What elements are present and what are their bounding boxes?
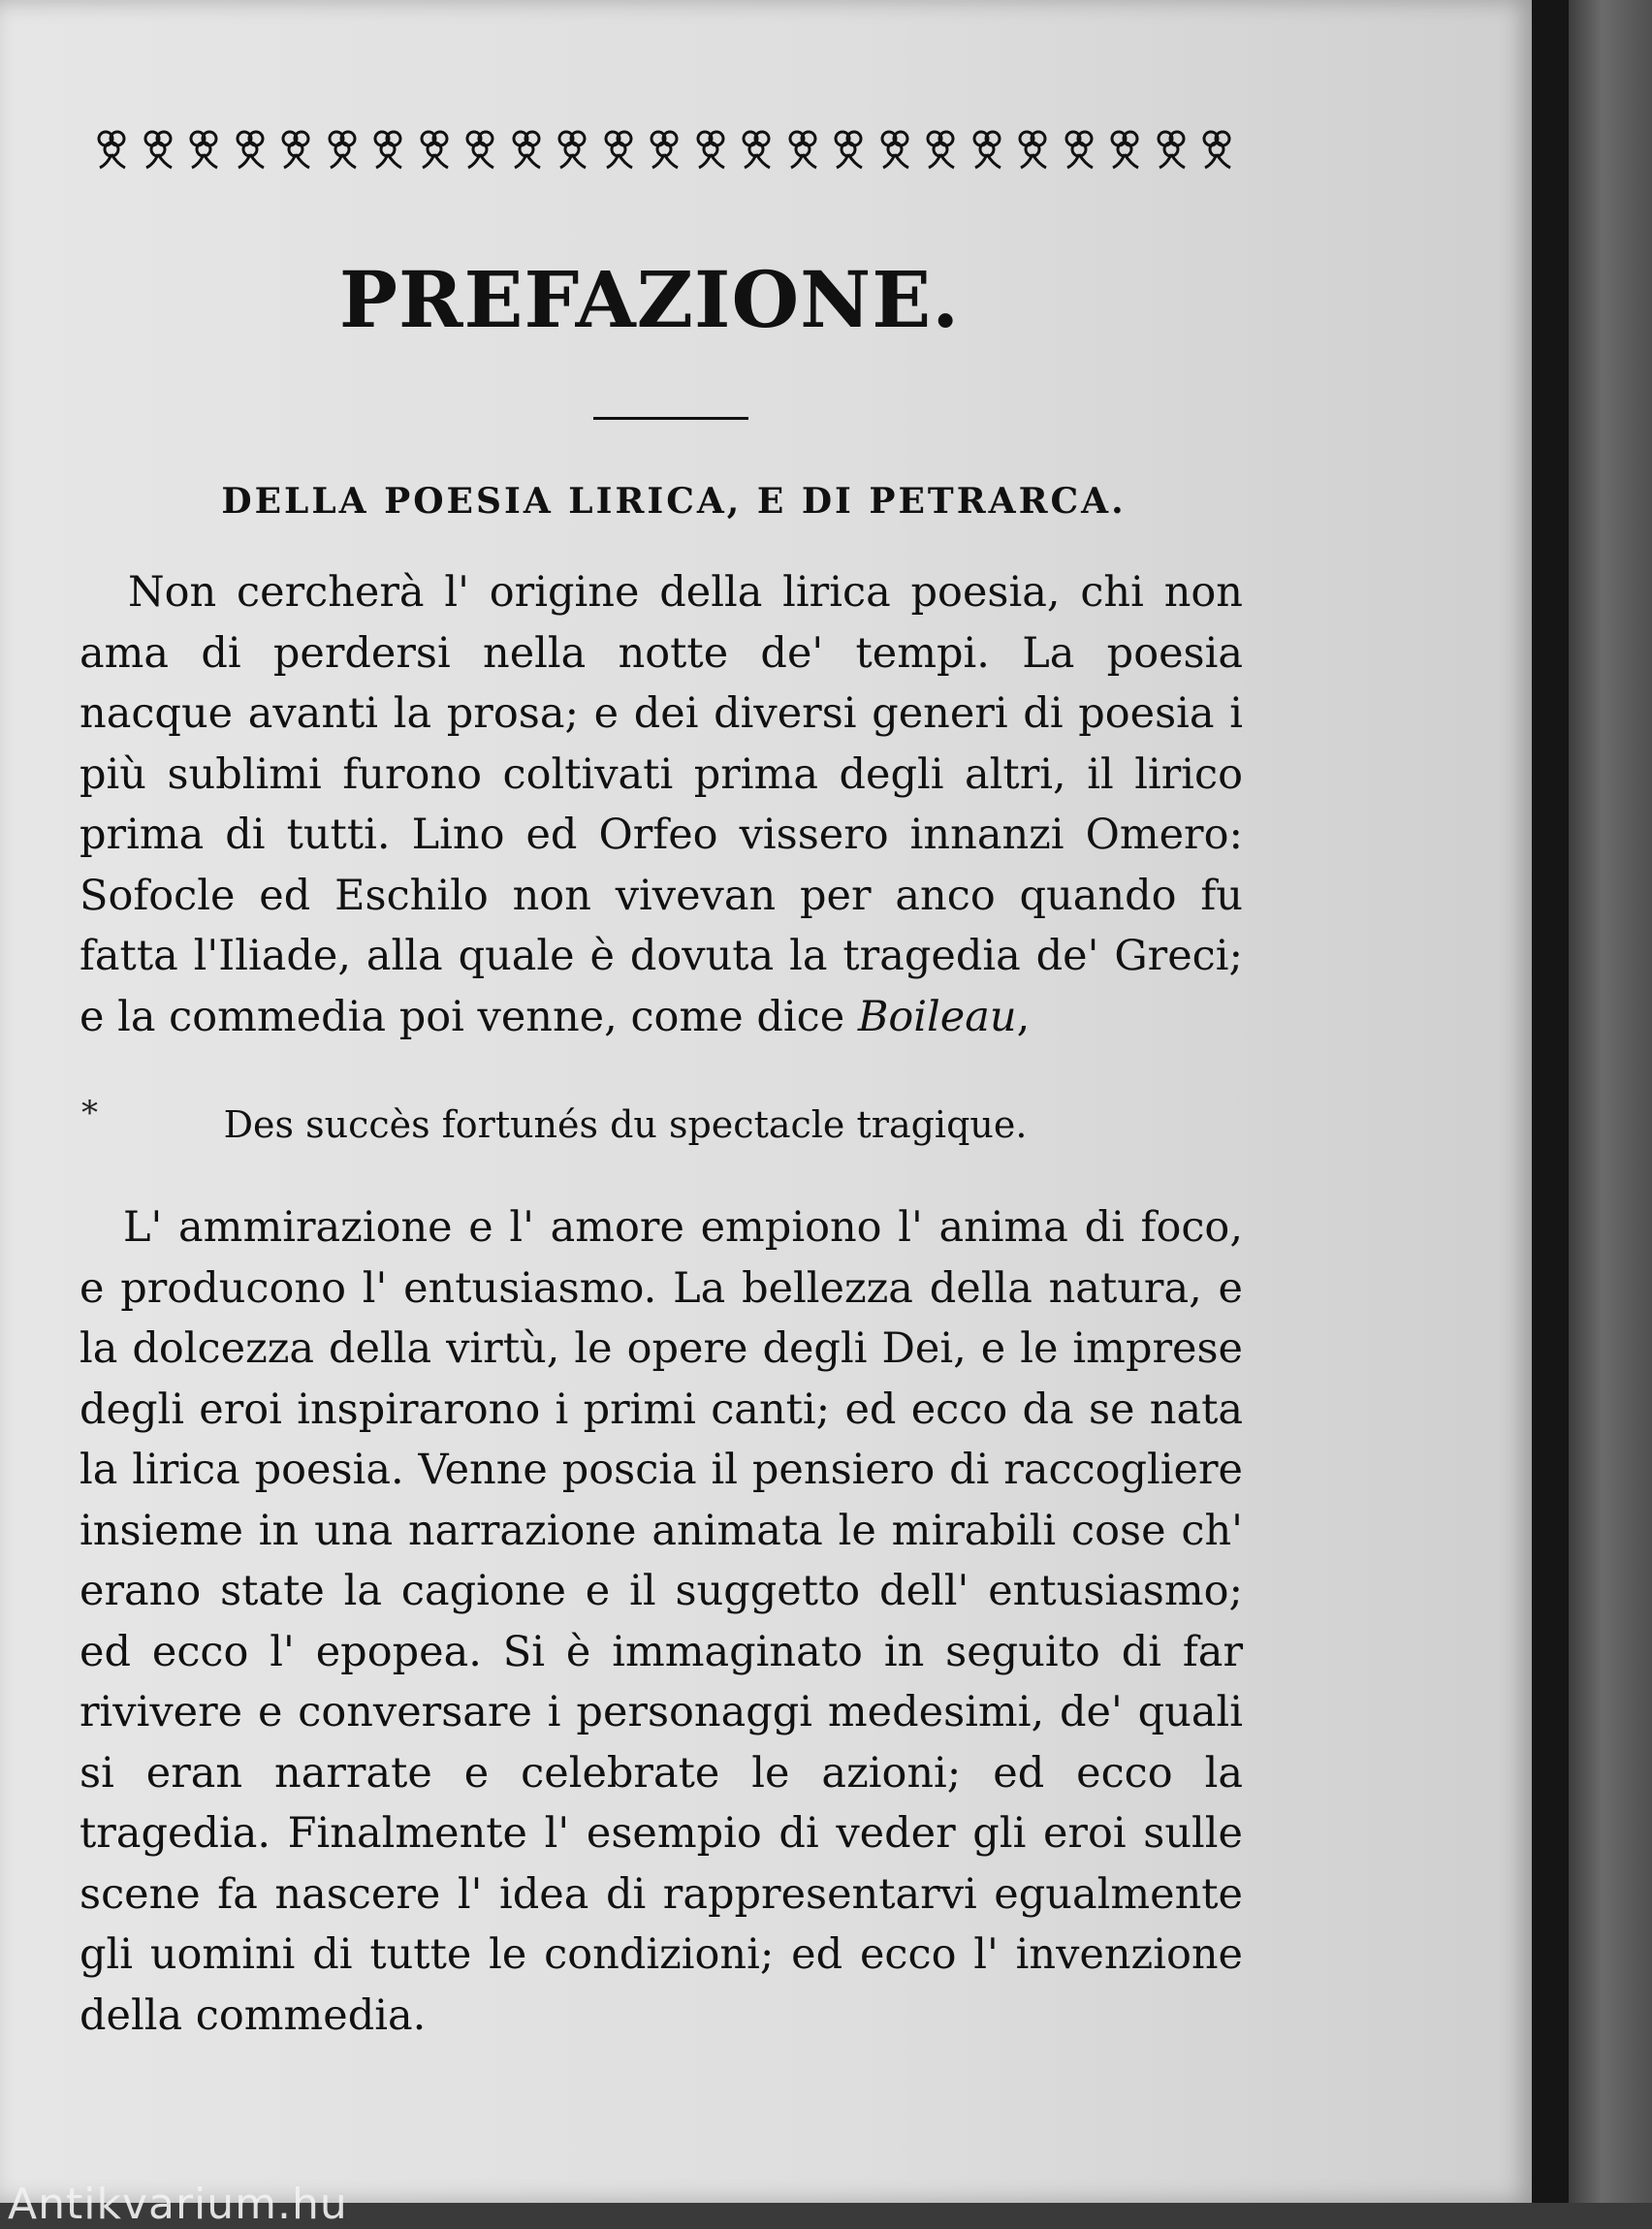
- book-edge: [1569, 0, 1652, 2203]
- fleuron-ornament-icon: [553, 125, 591, 174]
- fleuron-ornament-icon: [599, 125, 638, 174]
- fleuron-ornament-icon: [1105, 125, 1144, 174]
- paragraph-1-end: ,: [1016, 992, 1031, 1041]
- fleuron-ornament-icon: [92, 125, 131, 174]
- fleuron-ornament-icon: [461, 125, 499, 174]
- fleuron-ornament-icon: [691, 125, 730, 174]
- fleuron-ornament-icon: [184, 125, 223, 174]
- fleuron-ornament-icon: [139, 125, 177, 174]
- author-name: Boileau: [857, 992, 1017, 1041]
- paragraph-2: L' ammirazione e l' amore empiono l' anima di foco, e producono l' entusiasmo. La bellezza della natura, e la dolcezza della virtù, le opere degli Dei, e le imprese degli eroi inspirarono i primi canti; ed ecco da se nata la lirica poesia. Venne poscia il pensiero di raccogliere insieme in una narrazione animata le mirabili cose ch' erano state la cagione e il suggetto dell' entusiasmo; ed ecco l' epopea. Si è immaginato in seguito di far rivivere e conversare i personaggi medesimi, de' quali si eran narrate e celebrate le azioni; ed ecco la tragedia. Finalmente l' esempio di veder gli eroi sulle scene fa nascere l' idea di rappresentarvi egualmente gli uomini di tutte le condizioni; ed ecco l' invenzione della commedia.: [79, 1203, 1243, 2040]
- fleuron-ornament-icon: [921, 125, 960, 174]
- fleuron-ornament-icon: [415, 125, 454, 174]
- section-subtitle: DELLA POESIA LIRICA, E DI PETRARCA.: [221, 481, 1127, 522]
- fleuron-ornament-icon: [276, 125, 315, 174]
- fleuron-ornament-icon: [783, 125, 822, 174]
- fleuron-ornament-icon: [829, 125, 868, 174]
- fleuron-ornament-icon: [1060, 125, 1098, 174]
- page-title: PREFAZIONE.: [338, 254, 961, 345]
- fleuron-ornament-icon: [1152, 125, 1191, 174]
- paragraph-1-text: Non cercherà l' origine della lirica poesia, chi non ama di perdersi nella notte de' tempi. La poesia nacque avanti la prosa; e dei diversi generi di poesia i più sublimi furono coltivati prima degli altri, il lirico prima di tutti. Lino ed Orfeo vissero innanzi Omero: Sofocle ed Eschilo non vivevan per anco quando fu fatta l'Iliade, alla quale è dovuta la tragedia de' Greci; e la commedia poi venne, come dice: [79, 568, 1243, 1041]
- book-spine-shadow: [1532, 0, 1569, 2203]
- title-rule-divider: [593, 417, 748, 420]
- fleuron-ornament-icon: [507, 125, 546, 174]
- french-quote: Des succès fortunés du spectacle tragique.: [223, 1103, 1028, 1146]
- fleuron-ornament-icon: [1197, 125, 1236, 174]
- watermark: Antikvarium.hu: [8, 2180, 348, 2229]
- fleuron-ornament-icon: [737, 125, 776, 174]
- fleuron-ornament-icon: [1013, 125, 1052, 174]
- paragraph-1: [79, 562, 1243, 1047]
- margin-mark: *: [81, 1094, 98, 1132]
- fleuron-ornament-icon: [231, 125, 270, 174]
- fleuron-ornament-icon: [368, 125, 407, 174]
- ornament-border: [92, 120, 1236, 178]
- fleuron-ornament-icon: [645, 125, 683, 174]
- fleuron-ornament-icon: [968, 125, 1006, 174]
- fleuron-ornament-icon: [323, 125, 362, 174]
- fleuron-ornament-icon: [875, 125, 914, 174]
